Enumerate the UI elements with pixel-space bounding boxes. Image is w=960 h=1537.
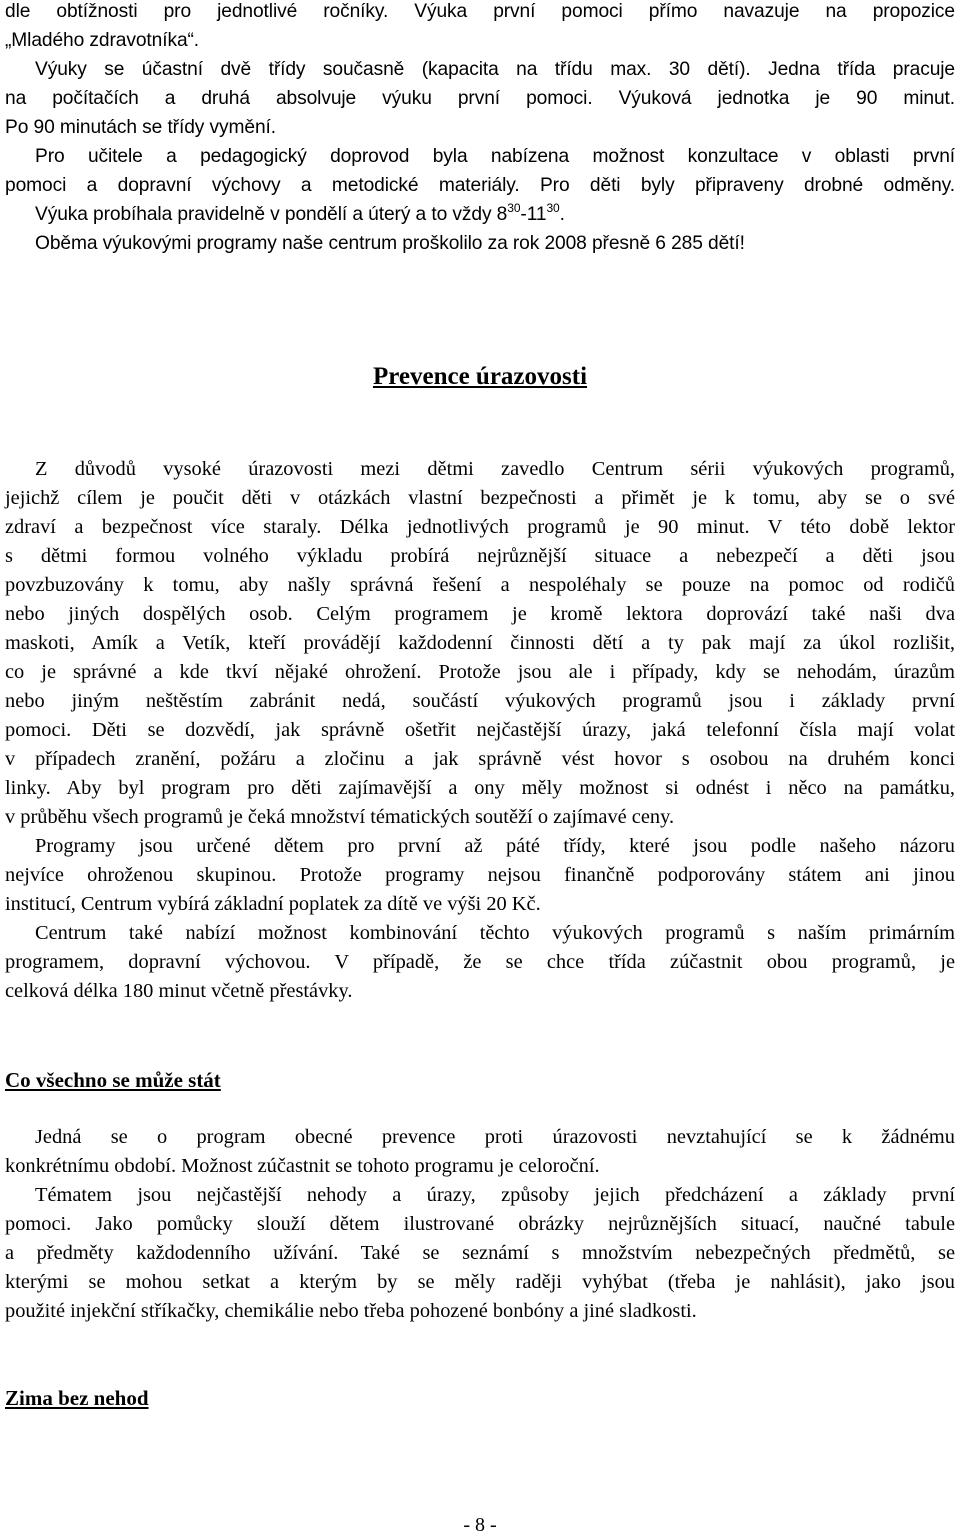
text-line: pomoci. Děti se dozvědí, jak správně ošetřit nejčastější úrazy, jaká telefonní čísla mají volat — [5, 719, 955, 741]
time-superscript: 30 — [507, 201, 521, 215]
text-line: s dětmi formou volného výkladu probírá nejrůznější situace a nebezpečí a děti jsou — [5, 545, 955, 567]
text-line: konkrétnímu období. Možnost zúčastnit se tohoto programu je celoroční. — [5, 1155, 600, 1177]
text-line: nebo jiným neštěstím zabránit nedá, součástí výukových programů jsou i základy první — [5, 690, 955, 712]
text-line: celková délka 180 minut včetně přestávky. — [5, 980, 353, 1002]
section2-paragraphs — [5, 1123, 955, 1326]
time-separator: -11 — [520, 204, 547, 225]
text-line: Výuky se účastní dvě třídy současně (kapacita na třídu max. 30 dětí). Jedna třída pracuje — [35, 59, 955, 80]
text-line: pomoci. Jako pomůcky slouží dětem ilustrované obrázky nejrůznějších situací, naučné tabule — [5, 1213, 955, 1235]
text-line: v průběhu všech programů je čeká množství tématických soutěží o zajímavé ceny. — [5, 806, 675, 828]
text-line: Jedná se o program obecné prevence proti úrazovosti nevztahující se k žádnému — [35, 1126, 955, 1148]
time-superscript: 30 — [546, 201, 560, 215]
text-line: maskoti, Amík a Vetík, kteří provádějí každodenní činnosti dětí a ty pak mají za úkol rozlišit, — [5, 632, 955, 654]
text-line: a předměty každodenního užívání. Také se seznámí s množstvím nebezpečných předmětů, se — [5, 1242, 955, 1264]
text-line-schedule — [5, 200, 955, 229]
section-heading-prevence: Prevence úrazovosti — [372, 363, 588, 390]
text-line: co je správné a kde tkví nějaké ohrožení. Protože jsou ale i případy, kdy se nehodám, úrazům — [5, 661, 955, 683]
section-heading-zima: Zima bez nehod — [5, 1386, 149, 1410]
text-line: linky. Aby byl program pro děti zajímavější a ony měly možnost si odnést i něco na památku, — [5, 777, 955, 799]
text-line: Programy jsou určené dětem pro první až páté třídy, které jsou podle našeho názoru — [35, 835, 955, 857]
text-line: zdraví a bezpečnost více staraly. Délka jednotlivých programů je 90 minut. V této době lektor — [5, 516, 955, 538]
page-number: - 8 - — [463, 1514, 497, 1536]
text-line: použité injekční stříkačky, chemikálie nebo třeba pohozené bonbóny a jiné sladkosti. — [5, 1300, 697, 1322]
text-line: Pro učitele a pedagogický doprovod byla nabízena možnost konzultace v oblasti první — [35, 146, 955, 167]
text-line: dle obtížnosti pro jednotlivé ročníky. Výuka první pomoci přímo navazuje na propozice — [5, 1, 955, 22]
intro-paragraphs — [5, 0, 955, 258]
schedule-text: Výuka probíhala pravidelně v pondělí a úterý a to vždy 8 — [35, 204, 508, 225]
text-line: Po 90 minutách se třídy vymění. — [5, 117, 276, 138]
text-line: na počítačích a druhá absolvuje výuku první pomoci. Výuková jednotka je 90 minut. — [5, 88, 955, 109]
text-line: kterými se mohou setkat a kterým by se měly raději vyhýbat (třeba je nahlásit), jako jsou — [5, 1271, 955, 1293]
text-line: jejichž cílem je poučit děti v otázkách vlastní bezpečnosti a přimět je k tomu, aby se o své — [5, 487, 955, 509]
text-line: pomoci a dopravní výchovy a metodické materiály. Pro děti byly připraveny drobné odměny. — [5, 175, 955, 196]
text-line: nebo jiných dospělých osob. Celým programem je kromě lektora doprovází také naši dva — [5, 603, 955, 625]
text-line: Tématem jsou nejčastější nehody a úrazy, způsoby jejich předcházení a základy první — [35, 1184, 955, 1206]
text-line: programem, dopravní výchovou. V případě, že se chce třída zúčastnit obou programů, je — [5, 951, 955, 973]
text-line: povzbuzovány k tomu, aby našly správná řešení a nespoléhaly se pouze na pomoc od rodičů — [5, 574, 955, 596]
section1-paragraphs — [5, 455, 955, 1006]
text-line: „Mladého zdravotníka“. — [5, 30, 200, 51]
text-line: v případech zranění, požáru a zločinu a jak správně vést hovor s osobou na druhém konci — [5, 748, 955, 770]
text-line: Z důvodů vysoké úrazovosti mezi dětmi zavedlo Centrum sérii výukových programů, — [35, 458, 955, 480]
text-line: nejvíce ohroženou skupinou. Protože programy nejsou finančně podporovány státem ani jinou — [5, 864, 955, 886]
section-heading-co-vsechno: Co všechno se může stát — [5, 1068, 221, 1092]
text-line: institucí, Centrum vybírá základní poplatek za dítě ve výši 20 Kč. — [5, 893, 541, 915]
time-end: . — [559, 204, 565, 225]
text-line: Centrum také nabízí možnost kombinování těchto výukových programů s naším primárním — [35, 922, 955, 944]
text-line: Oběma výukovými programy naše centrum proškolilo za rok 2008 přesně 6 285 dětí! — [35, 233, 745, 254]
